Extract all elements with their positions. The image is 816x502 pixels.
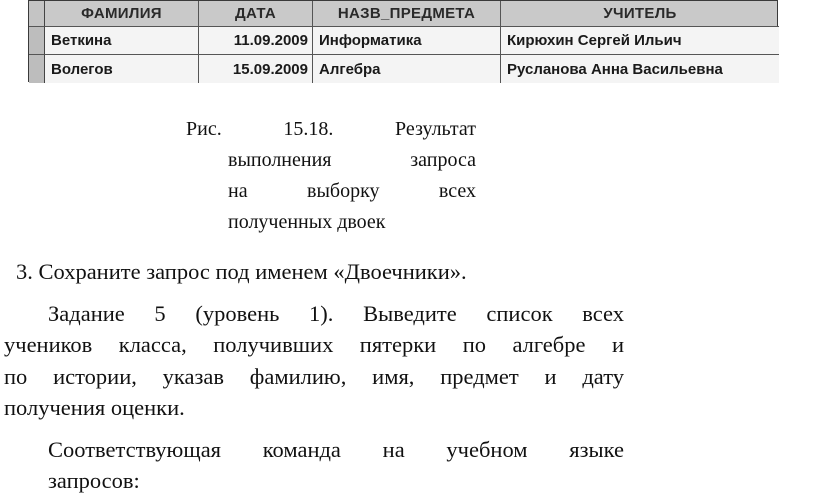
column-header-data[interactable]: ДАТА — [199, 1, 313, 27]
step-3-text: 3. Сохраните запрос под именем «Двоечники». — [16, 259, 467, 284]
caption-line: Рис. 15.18. Результат — [186, 118, 476, 140]
column-header-uchitel[interactable]: УЧИТЕЛЬ — [501, 1, 779, 27]
table-cell-predmet[interactable]: Алгебра — [313, 55, 501, 83]
body-text — [4, 256, 624, 497]
column-header-familiya[interactable]: ФАМИЛИЯ — [45, 1, 199, 27]
caption-line: полученных двоек — [228, 211, 386, 233]
task-5-line: Задание 5 (уровень 1). Выведите список всех — [48, 300, 624, 326]
row-selector[interactable] — [29, 55, 45, 83]
table-cell-data[interactable]: 15.09.2009 — [199, 55, 313, 83]
caption-line: выполнения запроса — [228, 149, 476, 171]
query-result-table — [28, 0, 778, 82]
figure-caption — [186, 114, 476, 238]
task-5-line: по истории, указав фамилию, имя, предмет и дату — [4, 363, 624, 389]
caption-line: на выборку всех — [228, 180, 476, 202]
row-selector[interactable] — [29, 27, 45, 55]
task-5-line: учеников класса, получивших пятерки по алгебре и — [4, 332, 624, 357]
table-cell-predmet[interactable]: Информатика — [313, 27, 501, 55]
row-selector-header[interactable] — [29, 1, 45, 27]
column-header-nazv-predmeta[interactable]: НАЗВ_ПРЕДМЕТА — [313, 1, 501, 27]
table-cell-data[interactable]: 11.09.2009 — [199, 27, 313, 55]
command-paragraph — [4, 434, 624, 497]
table-cell-uchitel[interactable]: Русланова Анна Васильевна — [501, 55, 779, 83]
command-line: запросов: — [48, 468, 140, 493]
table-cell-familiya[interactable]: Волегов — [45, 55, 199, 83]
table-cell-uchitel[interactable]: Кирюхин Сергей Ильич — [501, 27, 779, 55]
command-line: Соответствующая команда на учебном языке — [48, 436, 624, 462]
task-5-paragraph — [4, 298, 624, 424]
table-cell-familiya[interactable]: Веткина — [45, 27, 199, 55]
task-5-line: получения оценки. — [4, 395, 185, 420]
